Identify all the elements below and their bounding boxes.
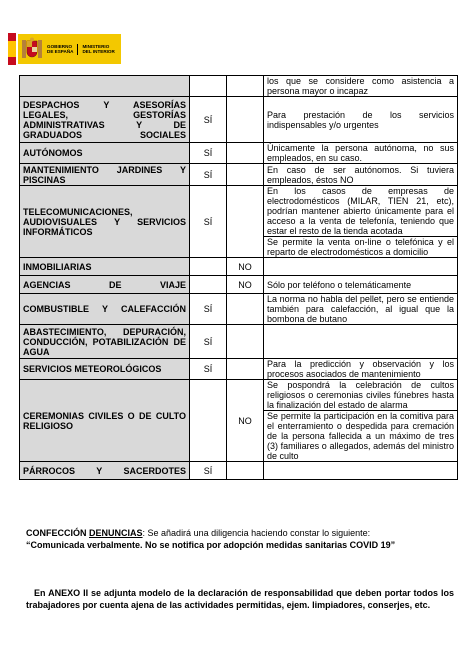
observations-cell	[264, 380, 458, 462]
si-cell	[190, 276, 227, 294]
observation-text: Se permite la participación en la comitiva para el enterramiento o despedida para cremación de la persona fallecida a un máximo de tres (3) familiares o allegados, además del ministro de culto	[264, 410, 457, 461]
page-header	[8, 31, 121, 67]
observation-text: En los casos de empresas de electrodomésticos (MILAR, TIEN 21, etc), podrían mantener abierto únicamente para el acceso a la venta de telefonía, teniendo que estar el resto de la tienda acotada	[267, 186, 454, 236]
table-row	[20, 462, 458, 480]
si-cell: SÍ	[190, 325, 227, 359]
table-row	[20, 143, 458, 164]
observation-text: Para la predicción y observación y los procesos asociados de mantenimiento	[267, 359, 454, 379]
observations-cell	[264, 76, 458, 97]
si-cell	[190, 76, 227, 97]
si-cell: SÍ	[190, 186, 227, 258]
observations-cell	[264, 186, 458, 258]
activity-name-cell: PÁRROCOS Y SACERDOTES	[20, 462, 190, 480]
table-row	[20, 76, 458, 97]
table-row	[20, 258, 458, 276]
no-cell: NO	[227, 276, 264, 294]
confeccion-label: CONFECCIÓN	[26, 528, 87, 538]
activity-name-cell: TELECOMUNICACIONES, AUDIOVISUALES Y SERVICIOS INFORMÁTICOS	[20, 186, 190, 258]
si-cell: SÍ	[190, 359, 227, 380]
si-cell	[190, 380, 227, 462]
observations-cell	[264, 258, 458, 276]
no-cell	[227, 325, 264, 359]
observation-text: Para prestación de los servicios indispensables y/o urgentes	[267, 109, 454, 130]
no-cell	[227, 359, 264, 380]
observations-cell	[264, 359, 458, 380]
anexo-paragraph: En ANEXO II se adjunta modelo de la declaración de responsabilidad que deben portar todos los trabajadores por cuenta ajena de las actividades permitidas, ejem. limpiadores, conserjes, etc.	[26, 588, 454, 610]
denuncias-label: DENUNCIAS	[89, 528, 143, 538]
observations-cell	[264, 164, 458, 186]
no-cell	[227, 76, 264, 97]
activity-name-cell: DESPACHOS Y ASESORÍAS LEGALES, GESTORÍAS ADMINISTRATIVAS Y DE GRADUADOS SOCIALES	[20, 97, 190, 143]
logo-espana-text: DE ESPAÑA	[47, 49, 74, 54]
observations-cell	[264, 97, 458, 143]
si-cell: SÍ	[190, 143, 227, 164]
logo-gobierno-text: GOBIERNO	[47, 43, 73, 49]
observations-cell	[264, 276, 458, 294]
observations-cell	[264, 325, 458, 359]
observation-text: Se pospondrá la celebración de cultos religiosos o ceremonias civiles fúnebres hasta la finalización del estado de alarma	[267, 380, 454, 410]
table-row	[20, 276, 458, 294]
activity-name-cell	[20, 76, 190, 97]
confeccion-paragraph	[26, 527, 454, 551]
si-cell	[190, 258, 227, 276]
table-row	[20, 380, 458, 462]
no-cell	[227, 186, 264, 258]
si-cell: SÍ	[190, 462, 227, 480]
coat-of-arms-icon	[21, 37, 43, 61]
government-logo	[18, 34, 121, 64]
table-row	[20, 359, 458, 380]
observations-cell	[264, 462, 458, 480]
activity-name-cell: ABASTECIMIENTO, DEPURACIÓN, CONDUCCIÓN, POTABILIZACIÓN DE AGUA	[20, 325, 190, 359]
no-cell	[227, 294, 264, 325]
activity-name-cell: SERVICIOS METEOROLÓGICOS	[20, 359, 190, 380]
activity-name-cell: AUTÓNOMOS	[20, 143, 190, 164]
activities-table	[19, 75, 458, 480]
activity-name-cell: CEREMONIAS CIVILES O DE CULTO RELIGIOSO	[20, 380, 190, 462]
observations-cell	[264, 143, 458, 164]
table-row	[20, 294, 458, 325]
si-cell: SÍ	[190, 294, 227, 325]
no-cell	[227, 97, 264, 143]
logo-interior-text: DEL INTERIOR	[82, 49, 115, 54]
si-cell: SÍ	[190, 97, 227, 143]
observation-text: Únicamente la persona autónoma, no sus empleados, en su caso.	[267, 143, 454, 163]
spain-flag-icon	[8, 33, 16, 65]
activity-name-cell: COMBUSTIBLE Y CALEFACCIÓN	[20, 294, 190, 325]
no-cell	[227, 462, 264, 480]
table-row	[20, 325, 458, 359]
si-cell: SÍ	[190, 164, 227, 186]
logo-ministerio-text: MINISTERIO	[82, 43, 110, 49]
observation-text: La norma no habla del pellet, pero se entiende también para calefacción, al igual que la bombona de butano	[267, 294, 454, 324]
observation-text: En caso de ser autónomos. Si tuviera empleados, éstos NO	[267, 164, 454, 185]
table-row	[20, 186, 458, 258]
observation-text: los que se considere como asistencia a persona mayor o incapaz	[267, 76, 454, 96]
confeccion-text: : Se añadirá una diligencia haciendo constar lo siguiente:	[142, 528, 371, 538]
activity-name-cell: MANTENIMIENTO JARDINES Y PISCINAS	[20, 164, 190, 186]
no-cell	[227, 143, 264, 164]
table-row	[20, 97, 458, 143]
table-row	[20, 164, 458, 186]
no-cell: NO	[227, 258, 264, 276]
confeccion-quote: “Comunicada verbalmente. No se notifica por adopción medidas sanitarias COVID 19”	[26, 540, 396, 550]
no-cell: NO	[227, 380, 264, 462]
observations-cell	[264, 294, 458, 325]
observation-text: Se permite la venta on-line o telefónica y el reparto de electrodomésticos a domicilio	[264, 236, 457, 257]
no-cell	[227, 164, 264, 186]
activity-name-cell: AGENCIAS DE VIAJE	[20, 276, 190, 294]
activity-name-cell: INMOBILIARIAS	[20, 258, 190, 276]
observation-text: Sólo por teléfono o telemáticamente	[267, 279, 412, 290]
